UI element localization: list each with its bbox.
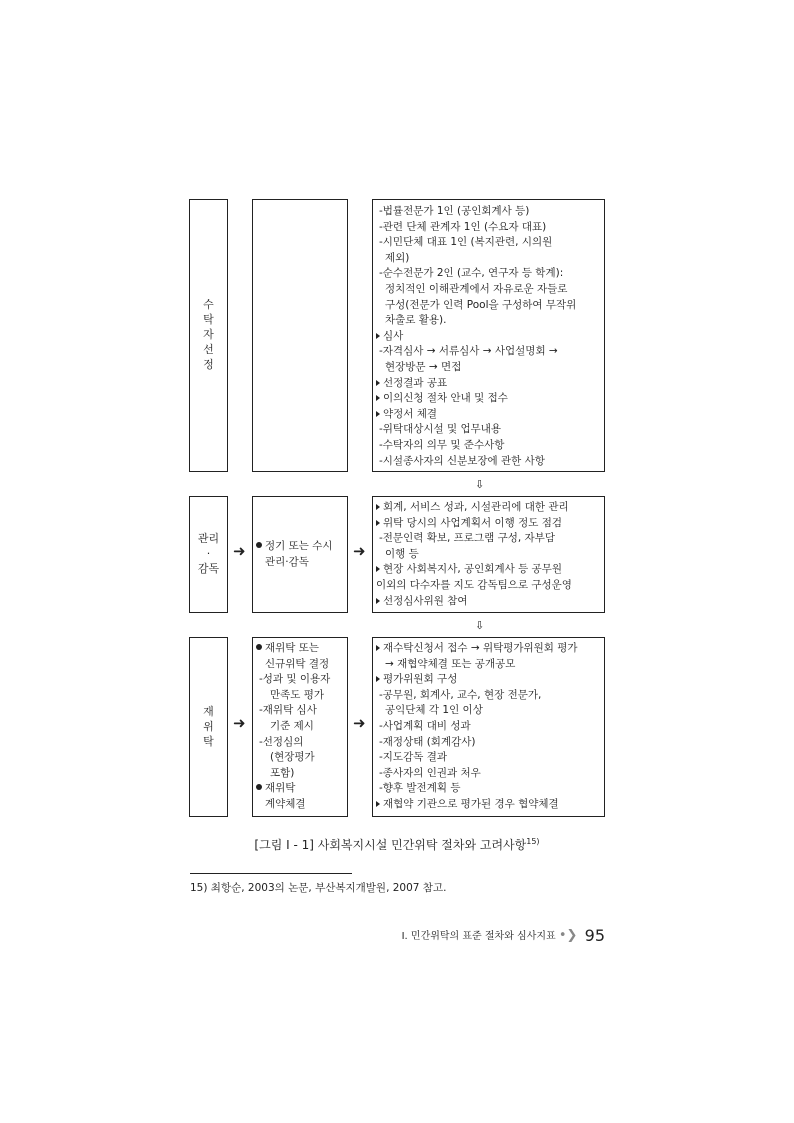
reconsign-middle-content bbox=[256, 641, 330, 813]
content-line bbox=[376, 438, 576, 454]
content-line bbox=[256, 703, 330, 719]
content-line bbox=[376, 735, 578, 751]
content-line bbox=[376, 657, 578, 673]
content-line bbox=[376, 422, 576, 438]
content-line-text: -전문인력 확보, 프로그램 구성, 자부담 bbox=[379, 532, 555, 545]
content-line bbox=[376, 391, 576, 407]
content-line bbox=[256, 539, 333, 555]
content-line bbox=[376, 562, 572, 578]
figure-caption bbox=[0, 836, 794, 853]
content-line bbox=[376, 235, 576, 251]
content-line-text: -공무원, 회계사, 교수, 현장 전문가, bbox=[379, 688, 542, 701]
content-line bbox=[376, 313, 576, 329]
management-middle-content bbox=[256, 539, 333, 570]
dot-bullet-icon bbox=[256, 644, 262, 650]
content-line bbox=[256, 735, 330, 751]
content-line-text: 이의신청 절차 안내 및 접수 bbox=[383, 392, 508, 405]
section-label-char: · bbox=[206, 547, 211, 560]
content-line-text: -향후 발전계획 등 bbox=[379, 782, 461, 795]
content-line-text: -성과 및 이용자 bbox=[259, 673, 331, 686]
section-label-char: 자 bbox=[203, 328, 214, 341]
content-line bbox=[376, 578, 572, 594]
content-line-text: 정치적인 이해관계에서 자유로운 자들로 bbox=[385, 282, 568, 295]
content-line-text: -관련 단체 관계자 1인 (수요자 대표) bbox=[379, 220, 547, 233]
content-line bbox=[376, 531, 572, 547]
content-line-text: 약정서 체결 bbox=[383, 407, 438, 420]
content-line-text: -재위탁 심사 bbox=[259, 704, 317, 717]
content-line bbox=[376, 360, 576, 376]
content-line bbox=[376, 703, 578, 719]
content-line-text: -사업계획 대비 성과 bbox=[379, 719, 471, 732]
content-line-text: -시설종사자의 신분보장에 관한 사항 bbox=[379, 454, 545, 467]
triangle-bullet-icon bbox=[376, 645, 380, 651]
content-line bbox=[376, 672, 578, 688]
content-line bbox=[376, 298, 576, 314]
content-line bbox=[256, 555, 333, 571]
content-line-text: -지도감독 결과 bbox=[379, 751, 447, 764]
content-line bbox=[376, 766, 578, 782]
content-line bbox=[376, 688, 578, 704]
content-line-text: 회계, 서비스 성과, 시설관리에 대한 관리 bbox=[383, 501, 569, 513]
content-line-text: 차출로 활용). bbox=[385, 314, 447, 327]
content-line-text: 심사 bbox=[383, 329, 404, 342]
management-label bbox=[189, 531, 228, 576]
content-line-text: 선정결과 공표 bbox=[383, 376, 448, 389]
content-line bbox=[376, 547, 572, 563]
content-line bbox=[376, 251, 576, 267]
footnote: 15) 최항순, 2003의 논문, 부산복지개발원, 2007 참고. bbox=[190, 882, 447, 894]
content-line bbox=[256, 766, 330, 782]
content-line bbox=[376, 781, 578, 797]
triangle-bullet-icon bbox=[376, 504, 380, 510]
content-line bbox=[376, 220, 576, 236]
content-line-text: 구성(전문가 인력 Pool을 구성하여 무작위 bbox=[385, 298, 577, 311]
triangle-bullet-icon bbox=[376, 566, 380, 572]
content-line-text: -법률전문가 1인 (공인회계사 등) bbox=[379, 205, 530, 217]
triangle-bullet-icon bbox=[376, 520, 380, 526]
content-line-text: -재정상태 (회계감사) bbox=[379, 735, 476, 748]
content-line bbox=[256, 797, 330, 813]
content-line bbox=[376, 407, 576, 423]
caption-footnote-ref: 15) bbox=[526, 837, 540, 846]
content-line-text: -순수전문가 2인 (교수, 연구자 등 학계): bbox=[379, 267, 564, 280]
triangle-bullet-icon bbox=[376, 411, 380, 417]
content-line bbox=[376, 266, 576, 282]
right-arrow-icon: ➜ bbox=[353, 714, 366, 732]
content-line-text: 재위탁 또는 bbox=[265, 642, 320, 654]
content-line bbox=[256, 719, 330, 735]
content-line-text: -수탁자의 의무 및 준수사항 bbox=[379, 438, 505, 451]
content-line-text: 관리·감독 bbox=[265, 555, 309, 568]
content-line-text: 포함) bbox=[270, 766, 295, 779]
dot-bullet-icon bbox=[256, 784, 262, 790]
triangle-bullet-icon bbox=[376, 333, 380, 339]
section-label-char: 감독 bbox=[197, 562, 220, 575]
content-line bbox=[376, 344, 576, 360]
content-line bbox=[256, 672, 330, 688]
content-line-text: 이행 등 bbox=[385, 547, 419, 560]
content-line bbox=[256, 657, 330, 673]
content-line-text: -위탁대상시설 및 업무내용 bbox=[379, 423, 502, 436]
right-arrow-icon: ➜ bbox=[353, 542, 366, 560]
content-line-text: (현장평가 bbox=[270, 751, 315, 764]
content-line-text: 재협약 기관으로 평가된 경우 협약체결 bbox=[383, 797, 559, 810]
content-line-text: -자격심사 → 서류심사 → 사업설명회 → bbox=[379, 345, 558, 358]
content-line bbox=[256, 750, 330, 766]
selection-content bbox=[376, 204, 576, 469]
triangle-bullet-icon bbox=[376, 598, 380, 604]
content-line-text: 기준 제시 bbox=[270, 719, 314, 732]
content-line bbox=[376, 750, 578, 766]
section-label-char: 탁 bbox=[203, 735, 214, 748]
footnote-divider bbox=[190, 873, 352, 874]
content-line-text: -시민단체 대표 1인 (복지관련, 시의원 bbox=[379, 236, 553, 249]
content-line-text: 만족도 평가 bbox=[270, 688, 325, 701]
content-line-text: 위탁 당시의 사업계획서 이행 정도 점검 bbox=[383, 516, 562, 529]
right-arrow-icon: ➜ bbox=[233, 714, 246, 732]
down-arrow-1: ⇩ bbox=[475, 478, 485, 491]
reconsign-label bbox=[189, 704, 228, 749]
section-label-char: 탁 bbox=[203, 313, 214, 326]
content-line-text: 현장방문 → 면접 bbox=[385, 360, 462, 373]
content-line-text: 신규위탁 결정 bbox=[265, 657, 330, 670]
selection-label bbox=[189, 297, 228, 372]
management-content bbox=[376, 500, 572, 609]
section-label-char: 수 bbox=[203, 298, 214, 311]
content-line bbox=[376, 641, 578, 657]
section-label-char: 선 bbox=[203, 343, 214, 356]
content-line bbox=[376, 282, 576, 298]
content-line bbox=[376, 376, 576, 392]
right-arrow-icon: ➜ bbox=[233, 542, 246, 560]
content-line bbox=[256, 688, 330, 704]
content-line-text: 재위탁 bbox=[265, 782, 296, 795]
down-arrow-2: ⇩ bbox=[475, 619, 485, 632]
content-line bbox=[376, 719, 578, 735]
caption-text: [그림 Ⅰ - 1] 사회복지시설 민간위탁 절차와 고려사항 bbox=[254, 838, 527, 852]
chevron-right-icon: •❯ bbox=[558, 928, 578, 943]
content-line bbox=[376, 500, 572, 516]
section-label-char: 위 bbox=[203, 720, 214, 733]
content-line-text: -선정심의 bbox=[259, 735, 304, 748]
content-line-text: 재수탁신청서 접수 → 위탁평가위원회 평가 bbox=[383, 642, 578, 654]
triangle-bullet-icon bbox=[376, 380, 380, 386]
content-line bbox=[376, 797, 578, 813]
section-label-char: 재 bbox=[203, 705, 214, 718]
reconsign-content bbox=[376, 641, 578, 813]
page-footer bbox=[402, 926, 605, 945]
running-head: Ⅰ. 민간위탁의 표준 절차와 심사지표 bbox=[401, 931, 556, 942]
content-line bbox=[376, 329, 576, 345]
content-line-text: 이외의 다수자를 지도 감독팀으로 구성운영 bbox=[376, 578, 572, 591]
content-line-text: 정기 또는 수시 bbox=[265, 540, 333, 552]
section-label-char: 정 bbox=[203, 358, 214, 371]
content-line-text: -종사자의 인권과 처우 bbox=[379, 766, 481, 779]
content-line-text: → 재협약체결 또는 공개공모 bbox=[385, 657, 516, 670]
page-number: 95 bbox=[584, 926, 605, 945]
triangle-bullet-icon bbox=[376, 395, 380, 401]
content-line-text: 평가위원회 구성 bbox=[383, 673, 458, 686]
triangle-bullet-icon bbox=[376, 676, 380, 682]
dot-bullet-icon bbox=[256, 542, 262, 548]
content-line-text: 제외) bbox=[385, 251, 410, 264]
selection-middle-box bbox=[252, 199, 348, 472]
section-label-char: 관리 bbox=[197, 532, 220, 545]
content-line bbox=[376, 516, 572, 532]
content-line-text: 선정심사위원 참여 bbox=[383, 594, 468, 607]
content-line bbox=[376, 204, 576, 220]
content-line-text: 공익단체 각 1인 이상 bbox=[385, 704, 483, 717]
content-line bbox=[376, 454, 576, 470]
content-line bbox=[256, 781, 330, 797]
content-line-text: 현장 사회복지사, 공인회계사 등 공무원 bbox=[383, 563, 562, 576]
content-line bbox=[256, 641, 330, 657]
triangle-bullet-icon bbox=[376, 801, 380, 807]
content-line bbox=[376, 594, 572, 610]
content-line-text: 계약체결 bbox=[265, 797, 306, 810]
